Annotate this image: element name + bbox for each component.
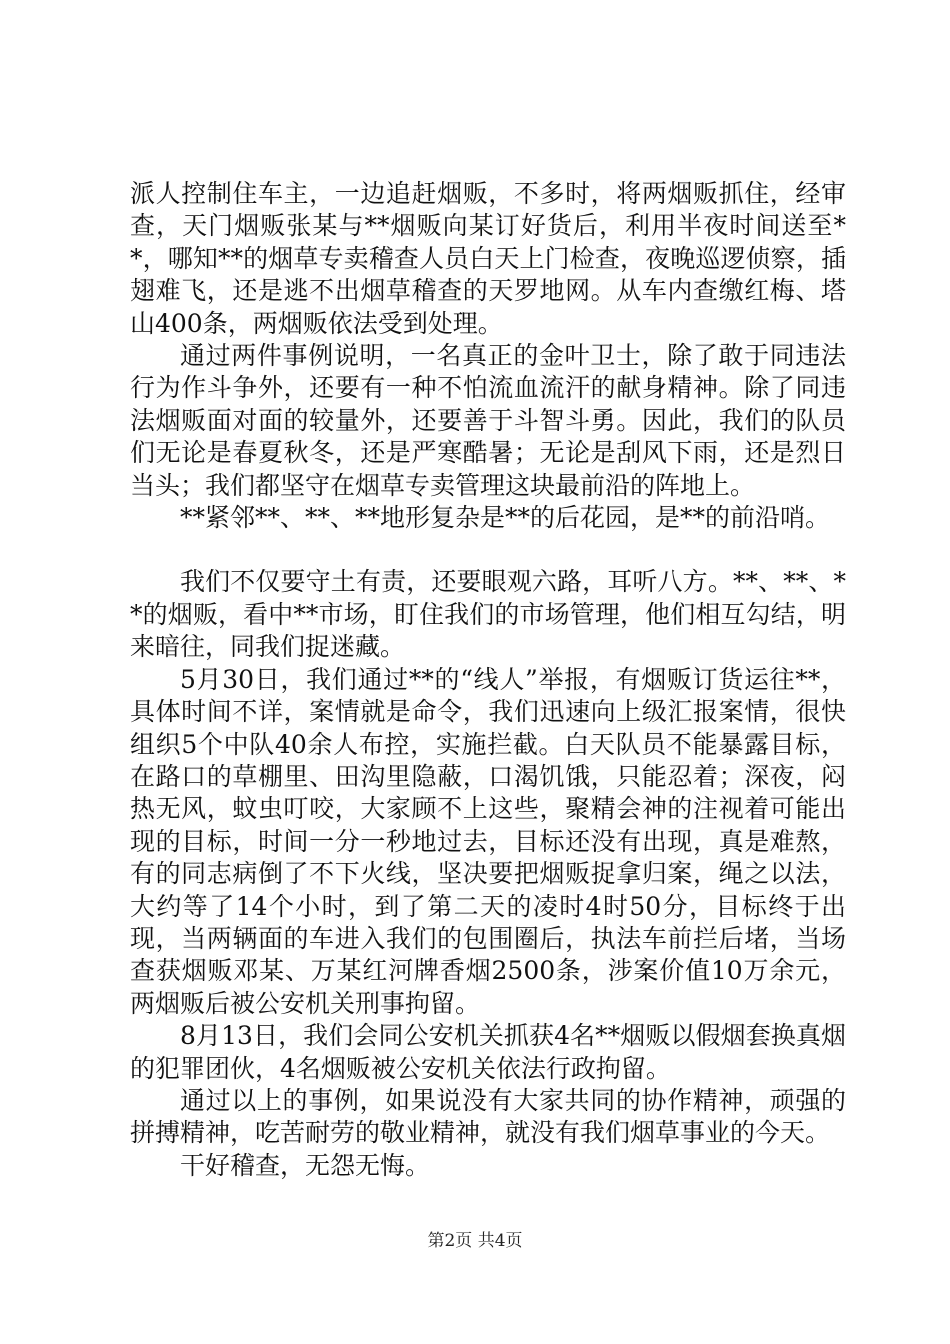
paragraph-2: 通过两件事例说明，一名真正的金叶卫士，除了敢于同违法行为作斗争外，还要有一种不怕流血流汗的献身精神。除了同违法烟贩面对面的较量外，还要善于斗智斗勇。因此，我们的队员们无论是春夏秋冬，还是严寒酷暑；无论是刮风下雨，还是烈日当头；我们都坚守在烟草专卖管理这块最前沿的阵地上。	[130, 341, 846, 500]
paragraph-8: 干好稽查，无怨无悔。	[180, 1150, 431, 1180]
paragraph-1: 派人控制住车主，一边追赶烟贩，不多时，将两烟贩抓住，经审查，天门烟贩张某与**烟贩向某订好货后，利用半夜时间送至**，哪知**的烟草专卖稽查人员白天上门检查，夜晚巡逻侦察，插翅难飞，还是逃不出烟草稽查的天罗地网。从车内查缴红梅、塔山400条，两烟贩依法受到处理。	[130, 179, 846, 338]
page-footer: 第2页 共4页	[427, 1231, 523, 1251]
paragraph-6: 8月13日，我们会同公安机关抓获4名**烟贩以假烟套换真烟的犯罪团伙，4名烟贩被公安机关依法行政拘留。	[130, 1021, 846, 1083]
document-body	[130, 178, 846, 1182]
paragraph-5: 5月30日，我们通过**的“线人”举报，有烟贩订货运往**，具体时间不详，案情就是命令，我们迅速向上级汇报案情，很快组织5个中队40余人布控，实施拦截。白天队员不能暴露目标，在路口的草棚里、田沟里隐蔽，口渴饥饿，只能忍着；深夜，闷热无风，蚊虫叮咬，大家顾不上这些，聚精会神的注视着可能出现的目标，时间一分一秒地过去，目标还没有出现，真是难熬，有的同志病倒了不下火线，坚决要把烟贩捉拿归案，绳之以法，大约等了14个小时，到了第二天的凌时4时50分，目标终于出现，当两辆面的车进入我们的包围圈后，执法车前拦后堵，当场查获烟贩邓某、万某红河牌香烟2500条，涉案价值10万余元，两烟贩后被公安机关刑事拘留。	[130, 664, 846, 1018]
paragraph-3: **紧邻**、**、**地形复杂是**的后花园，是**的前沿哨。	[180, 503, 831, 533]
paragraph-4: 我们不仅要守土有责，还要眼观六路，耳听八方。**、**、**的烟贩，看中**市场，盯住我们的市场管理，他们相互勾结，明来暗往，同我们捉迷藏。	[130, 567, 846, 662]
paragraph-7: 通过以上的事例，如果说没有大家共同的协作精神，顽强的拼搏精神，吃苦耐劳的敬业精神，就没有我们烟草事业的今天。	[130, 1085, 846, 1148]
